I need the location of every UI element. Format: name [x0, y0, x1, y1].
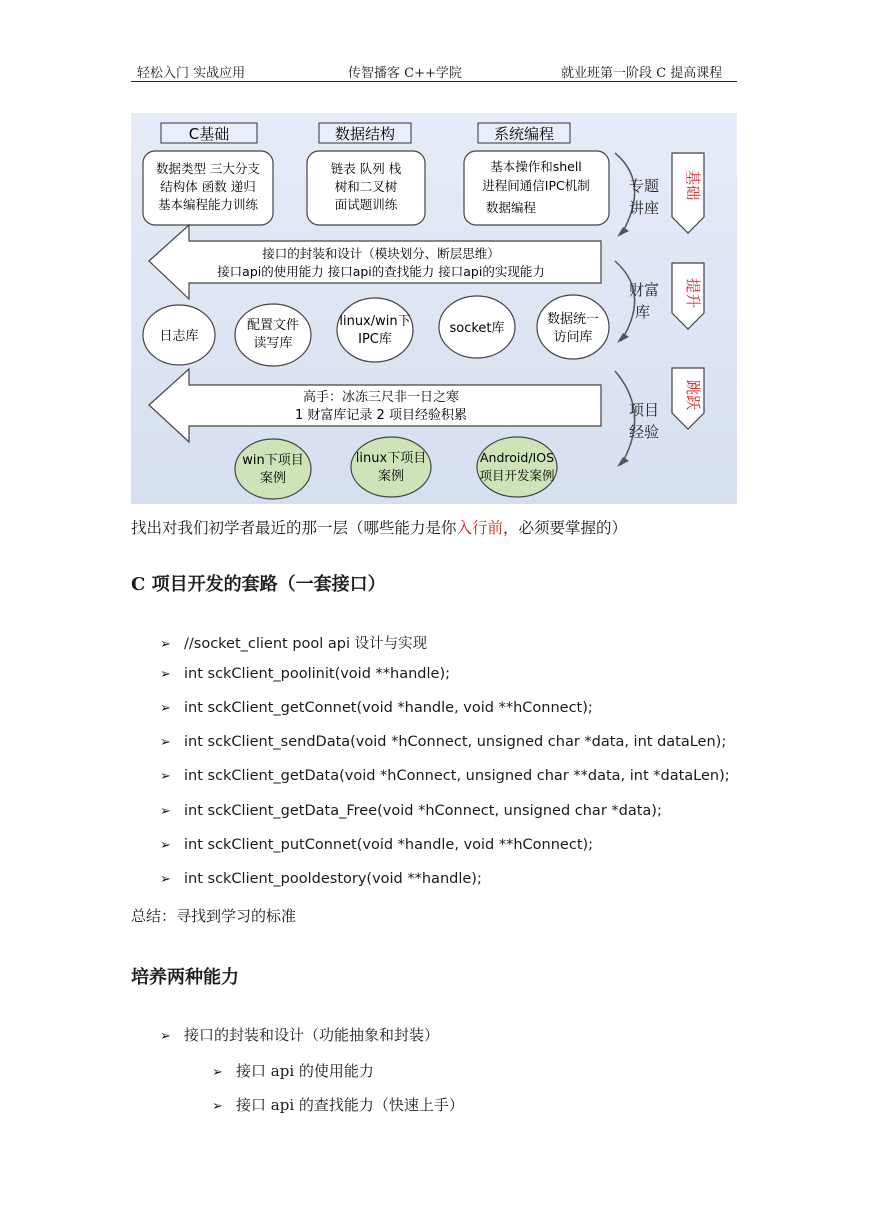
side-label-line: 库: [635, 303, 651, 321]
project-win: [235, 439, 311, 499]
box-line: 进程间通信IPC机制: [482, 178, 590, 193]
project-mobile: [477, 437, 557, 497]
project-line: 项目开发案例: [479, 468, 555, 483]
list-item: ➢ //socket_client pool api 设计与实现: [160, 636, 428, 652]
side-label-line: 专题: [629, 177, 660, 195]
c-basics-box: [143, 151, 273, 225]
header-center: 传智播客 C++学院: [348, 66, 462, 81]
list-item: ➢ int sckClient_sendData(void *hConnect, unsigned char *data, int dataLen);: [160, 734, 727, 750]
project-line: win下项目: [242, 453, 304, 468]
box-line: 面试题训练: [334, 197, 398, 212]
box-line: 基本操作和shell: [490, 159, 582, 174]
list-item: ➢ int sckClient_getData_Free(void *hConnect, unsigned char *data);: [160, 803, 662, 819]
tag-label: 提升: [684, 277, 702, 309]
bullet-arrow-icon: ➢: [160, 701, 171, 716]
tag-label: 基础: [684, 169, 702, 201]
box-line: 基本编程能力训练: [157, 197, 259, 212]
summary-text: 总结：寻找到学习的标准: [131, 907, 297, 925]
lib-line: linux/win下: [339, 314, 411, 329]
box-line: 链表 队列 栈: [330, 161, 402, 176]
system-programming-box: [464, 151, 609, 225]
top-box-c-basics: [161, 123, 257, 143]
lib-line: 读写库: [253, 336, 293, 351]
section2-title: 培养两种能力: [131, 967, 239, 988]
list-item: ➢ 接口的封装和设计（功能抽象和封装）: [160, 1026, 440, 1044]
project-line: 案例: [259, 471, 287, 486]
lib-line: socket库: [449, 321, 505, 336]
sub-list-item: ➢ 接口 api 的查找能力（快速上手）: [212, 1096, 464, 1114]
project-line: 案例: [377, 469, 405, 484]
arrow-line: 1 财富库记录 2 项目经验积累: [295, 408, 467, 423]
bullet-arrow-icon: ➢: [160, 1029, 171, 1044]
arrow-line: 接口api的使用能力 接口api的查找能力 接口api的实现能力: [217, 264, 545, 279]
project-linux: [351, 437, 431, 497]
lib-socket: [439, 296, 515, 358]
project-line: linux下项目: [355, 451, 427, 466]
project-line: Android/IOS: [480, 450, 554, 465]
list-item: ➢ int sckClient_getConnet(void *handle, void **hConnect);: [160, 700, 593, 716]
list-item: ➢ int sckClient_putConnet(void *handle, void **hConnect);: [160, 837, 594, 853]
lib-log: [143, 305, 215, 365]
box-line: 结构体 函数 递归: [160, 179, 256, 194]
course-roadmap-diagram: [131, 113, 737, 504]
box-line: 数据编程: [485, 200, 537, 215]
top-box-label: C基础: [188, 125, 230, 143]
lib-line: 日志库: [159, 329, 199, 344]
list-item: ➢ int sckClient_poolinit(void **handle);: [160, 666, 450, 682]
bullet-arrow-icon: ➢: [160, 872, 171, 887]
side-label-line: 讲座: [629, 199, 660, 217]
top-box-data-structures: [319, 123, 411, 143]
list-item: ➢ int sckClient_pooldestory(void **handle);: [160, 871, 482, 887]
box-line: 树和二叉树: [334, 179, 398, 194]
bullet-arrow-icon: ➢: [160, 667, 171, 682]
side-label-line: 经验: [629, 423, 660, 441]
top-box-label: 数据结构: [334, 125, 396, 143]
arrow-line: 接口的封装和设计（模块划分、断层思维）: [262, 246, 500, 261]
side-label-line: 财富: [629, 281, 660, 299]
list-item: ➢ int sckClient_getData(void *hConnect, unsigned char **data, int *dataLen);: [160, 768, 730, 784]
top-box-label: 系统编程: [493, 125, 555, 143]
data-structures-box: [307, 151, 425, 225]
lib-line: 配置文件: [246, 318, 300, 333]
bullet-arrow-icon: ➢: [160, 804, 171, 819]
header-right: 就业班第一阶段 C 提高课程: [561, 66, 723, 81]
bullet-arrow-icon: ➢: [212, 1099, 223, 1114]
side-label-line: 项目: [629, 401, 660, 419]
lib-data-access: [537, 295, 609, 359]
top-box-system-programming: [478, 123, 570, 143]
section1-title: C 项目开发的套路（一套接口）: [131, 574, 386, 595]
bullet-arrow-icon: ➢: [160, 735, 171, 750]
bullet-arrow-icon: ➢: [212, 1065, 223, 1080]
caption-highlight: 入行前: [456, 519, 504, 537]
box-line: 数据类型 三大分支: [156, 161, 260, 176]
lib-line: 访问库: [553, 330, 593, 345]
sub-list-item: ➢ 接口 api 的使用能力: [212, 1062, 374, 1080]
bullet-arrow-icon: ➢: [160, 769, 171, 784]
bullet-arrow-icon: ➢: [160, 637, 171, 652]
lib-line: 数据统一: [546, 312, 600, 327]
diagram-caption: 找出对我们初学者最近的那一层（哪些能力是你入行前，必须要掌握的）: [131, 519, 628, 537]
lib-config: [235, 304, 311, 366]
tag-basics: [672, 153, 704, 233]
lib-ipc: [337, 298, 413, 362]
bullet-arrow-icon: ➢: [160, 838, 171, 853]
lib-line: IPC库: [358, 332, 392, 347]
header-left: 轻松入门 实战应用: [137, 66, 246, 81]
arrow-line: 高手：冰冻三尺非一日之寒: [302, 390, 460, 405]
header-rule: [131, 81, 737, 82]
tag-label: 跳跃: [684, 379, 702, 411]
